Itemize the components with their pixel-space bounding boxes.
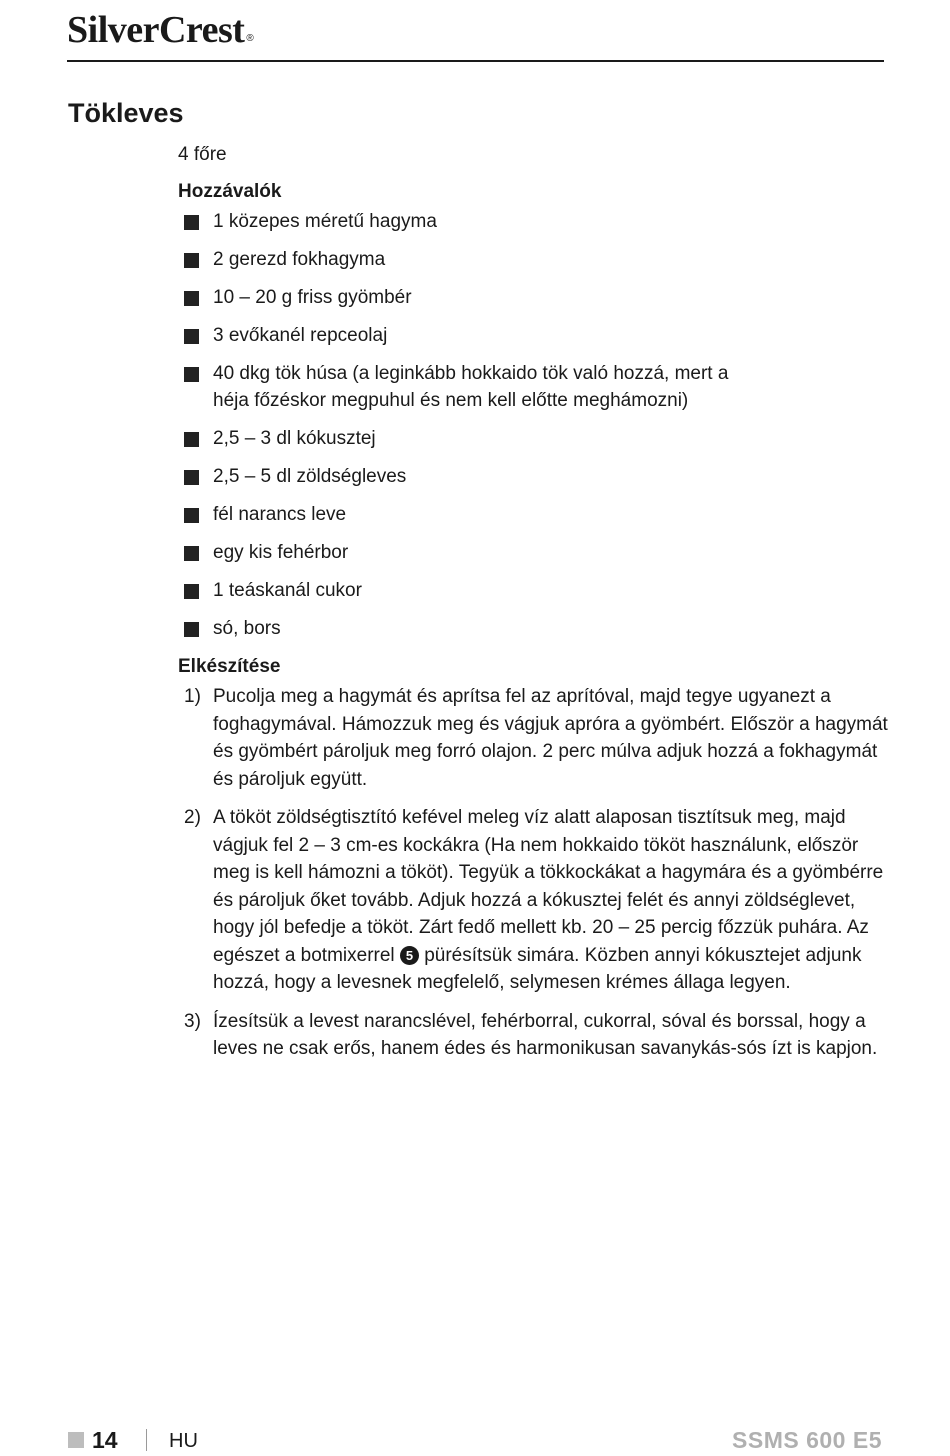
step-number: 3) (184, 1010, 201, 1032)
square-bullet-icon (184, 291, 199, 306)
square-bullet-icon (184, 508, 199, 523)
square-bullet-icon (184, 622, 199, 637)
brand-name: SilverCrest (67, 9, 245, 51)
page-footer (0, 1425, 950, 1455)
ingredient-item (178, 360, 890, 414)
header-rule (67, 60, 884, 62)
square-bullet-icon (184, 329, 199, 344)
square-bullet-icon (184, 253, 199, 268)
step-item (178, 1008, 890, 1063)
ingredient-item (178, 539, 890, 566)
ingredient-text: 2,5 – 3 dl kókusztej (213, 428, 376, 449)
ingredient-text: 40 dkg tök húsa (a leginkább hokkaido tök való hozzá, mert a héja főzéskor megpuhul és nem kell előtte meghámozni) (213, 363, 729, 411)
step-text: Ízesítsük a levest narancslével, fehérborral, cukorral, sóval és borssal, hogy a leves ne csak erős, hanem édes és harmonikusan savanykás-sós ízt is kapjon. (213, 1010, 878, 1059)
recipe-body (178, 141, 890, 1074)
ingredient-text: 2,5 – 5 dl zöldségleves (213, 466, 407, 487)
ingredient-item (178, 322, 890, 349)
ingredient-text: egy kis fehérbor (213, 542, 349, 563)
ingredient-item (178, 208, 890, 235)
brand-logo (67, 8, 253, 52)
square-bullet-icon (184, 367, 199, 382)
step-item (178, 683, 890, 793)
ingredient-item (178, 501, 890, 528)
ingredient-item (178, 246, 890, 273)
ingredients-heading: Hozzávalók (178, 181, 282, 202)
step-text: A tököt zöldségtisztító kefével meleg víz alatt alaposan tisztítsuk meg, majd vágjuk fel 2 – 3 cm-es kockákra (Ha nem hokkaido tököt használunk, először meg is kell hámozni a tököt). Tegyük a tökkockákat a hagymára és a gyömbérre és pároljuk őket tovább. Adjuk hozzá a kókusztej felét és annyi zöldséglevet, hogy jól befedje a tököt. Zárt fedő mellett kb. 20 – 25 percig főzzük puhára. Az egészet a botmixerrel (213, 807, 884, 966)
servings-text: 4 főre (178, 144, 227, 165)
part-number-badge: 5 (400, 946, 419, 965)
ingredient-item (178, 463, 890, 490)
language-code: HU (169, 1430, 198, 1452)
preparation-steps (178, 683, 890, 1063)
square-bullet-icon (184, 215, 199, 230)
ingredients-list (178, 208, 890, 642)
square-bullet-icon (184, 546, 199, 561)
square-bullet-icon (184, 432, 199, 447)
step-text: Pucolja meg a hagymát és aprítsa fel az aprítóval, majd tegye ugyanezt a foghagymával. Hámozzuk meg és vágjuk apróra a gyömbért. Először a hagymát és gyömbért pároljuk meg forró olajon. 2 perc múlva adjuk hozzá a fokhagymát és pároljuk együtt. (213, 686, 888, 790)
model-number: SSMS 600 E5 (732, 1427, 882, 1453)
preparation-heading: Elkészítése (178, 656, 281, 677)
step-text: pürésítsük simára. Közben annyi kókusztejet adjunk hozzá, hogy a levesnek megfelelő, selymesen krémes állaga legyen. (213, 944, 862, 993)
ingredient-item (178, 577, 890, 604)
footer-square-icon (68, 1432, 84, 1448)
ingredient-text: 2 gerezd fokhagyma (213, 249, 386, 270)
ingredient-text: 1 közepes méretű hagyma (213, 211, 437, 232)
step-item (178, 804, 890, 997)
ingredient-item (178, 615, 890, 642)
square-bullet-icon (184, 584, 199, 599)
step-number: 1) (184, 686, 201, 707)
footer-divider (146, 1429, 147, 1451)
ingredient-text: 10 – 20 g friss gyömbér (213, 287, 412, 308)
ingredient-text: 1 teáskanál cukor (213, 580, 362, 601)
ingredient-item (178, 425, 890, 452)
page-number: 14 (92, 1427, 118, 1453)
page-title: Tökleves (68, 98, 184, 128)
ingredient-text: só, bors (213, 618, 281, 639)
ingredient-item (178, 284, 890, 311)
ingredient-text: 3 evőkanél repceolaj (213, 325, 388, 346)
step-number: 2) (184, 807, 201, 828)
registered-mark: ® (246, 33, 254, 44)
square-bullet-icon (184, 470, 199, 485)
ingredient-text: fél narancs leve (213, 504, 347, 525)
